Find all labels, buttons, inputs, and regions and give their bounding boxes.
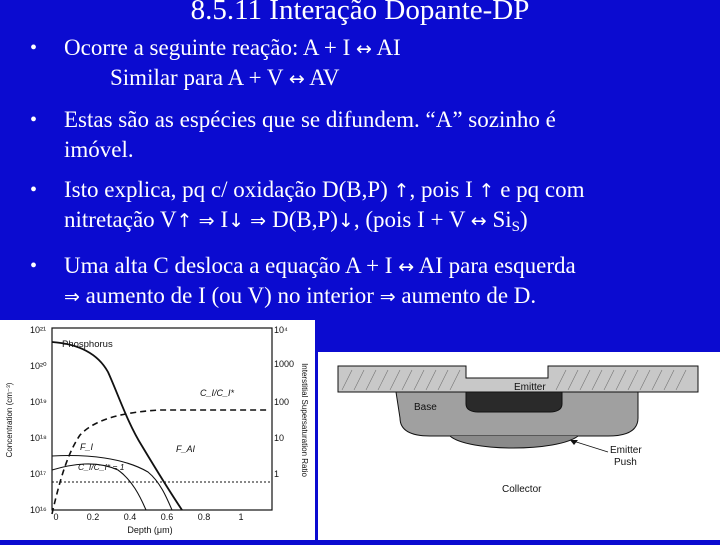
- y-ticks-left: [30, 325, 47, 515]
- emitter-push-label: Emitter: [610, 445, 642, 456]
- bullet-dot: •: [30, 37, 38, 59]
- collector-label: Collector: [502, 484, 542, 495]
- y-tick-right: 10⁴: [274, 325, 288, 335]
- x-tick: 0: [53, 512, 59, 522]
- implies-icon: ⇒: [192, 210, 221, 232]
- y-tick: 10²¹: [30, 325, 47, 335]
- arrow-down-icon: ↓: [337, 210, 354, 232]
- bullet-dot: •: [30, 255, 38, 277]
- annotation-ci-eq: C_I/C_I* = 1: [78, 462, 125, 472]
- annotation-fai: F_AI: [176, 444, 196, 454]
- y-tick-right: 100: [274, 397, 290, 407]
- base-label: Base: [414, 402, 437, 413]
- x-tick: 1: [238, 512, 244, 522]
- emitter-push-bulge: [450, 436, 578, 448]
- x-tick: 0.8: [197, 512, 211, 522]
- bullet-4-line-1: Uma alta C desloca a equação A + I ↔ AI para esquerda: [64, 253, 576, 278]
- phosphorus-profile-curve: [52, 342, 182, 510]
- x-ticks: [53, 512, 243, 522]
- arrow-down-icon: ↓: [228, 210, 245, 232]
- x-tick: 0.6: [160, 512, 174, 522]
- y-tick: 10¹⁷: [30, 469, 47, 479]
- y-tick: 10¹⁹: [30, 397, 47, 407]
- arrow-up-icon: ↑: [393, 180, 410, 202]
- x-tick: 0.4: [123, 512, 137, 522]
- slide-title: 8.5.11 Interação Dopante-DP: [190, 0, 530, 26]
- emitter-region: [466, 392, 562, 412]
- bullet-2-line-2: imóvel.: [64, 137, 134, 162]
- emitter-label: Emitter: [514, 382, 546, 393]
- y-ticks-right: [274, 325, 294, 479]
- y-tick: 10¹⁶: [30, 505, 47, 515]
- y-tick-right: 1000: [274, 359, 295, 369]
- x-tick: 0.2: [86, 512, 100, 522]
- bullet-3-line-1: Isto explica, pq c/ oxidação D(B,P) ↑, pois I ↑ e pq com: [64, 177, 585, 202]
- arrow-up-icon: ↑: [478, 180, 495, 202]
- annotation-fi: F_I: [80, 442, 94, 452]
- concentration-graph: [0, 320, 315, 540]
- plot-frame: [52, 328, 272, 510]
- bullet-dot: •: [30, 179, 38, 201]
- y-tick-right: 1: [274, 469, 280, 479]
- bullet-dot: •: [30, 109, 38, 131]
- y-axis-label-right: Interstitial Supersaturation Ratio: [300, 363, 309, 477]
- y-axis-label-left: Concentration (cm⁻³): [5, 382, 14, 458]
- bullet-1-line-1: Ocorre a seguinte reação: A + I ↔ AI: [64, 35, 401, 60]
- x-axis-label: Depth (μm): [127, 525, 173, 535]
- emitter-push-diagram: [318, 352, 720, 540]
- arrow-up-icon: ↑: [176, 210, 193, 232]
- iff-icon: ↔: [470, 210, 487, 232]
- y-tick: 10¹⁸: [30, 433, 47, 443]
- series-label: Phosphorus: [62, 339, 113, 350]
- y-tick: 10²⁰: [30, 361, 47, 371]
- y-tick-right: 10: [274, 433, 285, 443]
- bullet-3-line-2: nitretação V↑ ⇒ I↓ ⇒ D(B,P)↓, (pois I + V ↔ $Si_S$): [64, 207, 528, 235]
- implies-icon: ⇒: [244, 210, 273, 232]
- implies-icon: ⇒: [379, 286, 396, 308]
- bullet-4-line-2: ⇒ aumento de I (ou V) no interior ⇒ aumento de D.: [64, 283, 537, 308]
- annotation-ci-ratio: C_I/C_I*: [200, 388, 235, 398]
- implies-icon: ⇒: [64, 286, 80, 308]
- emitter-push-label-2: Push: [614, 457, 637, 468]
- bullet-2-line-1: Estas são as espécies que se difundem. “A” sozinho é: [64, 107, 556, 132]
- bullet-1-line-2: Similar para A + V ↔ AV: [110, 65, 340, 90]
